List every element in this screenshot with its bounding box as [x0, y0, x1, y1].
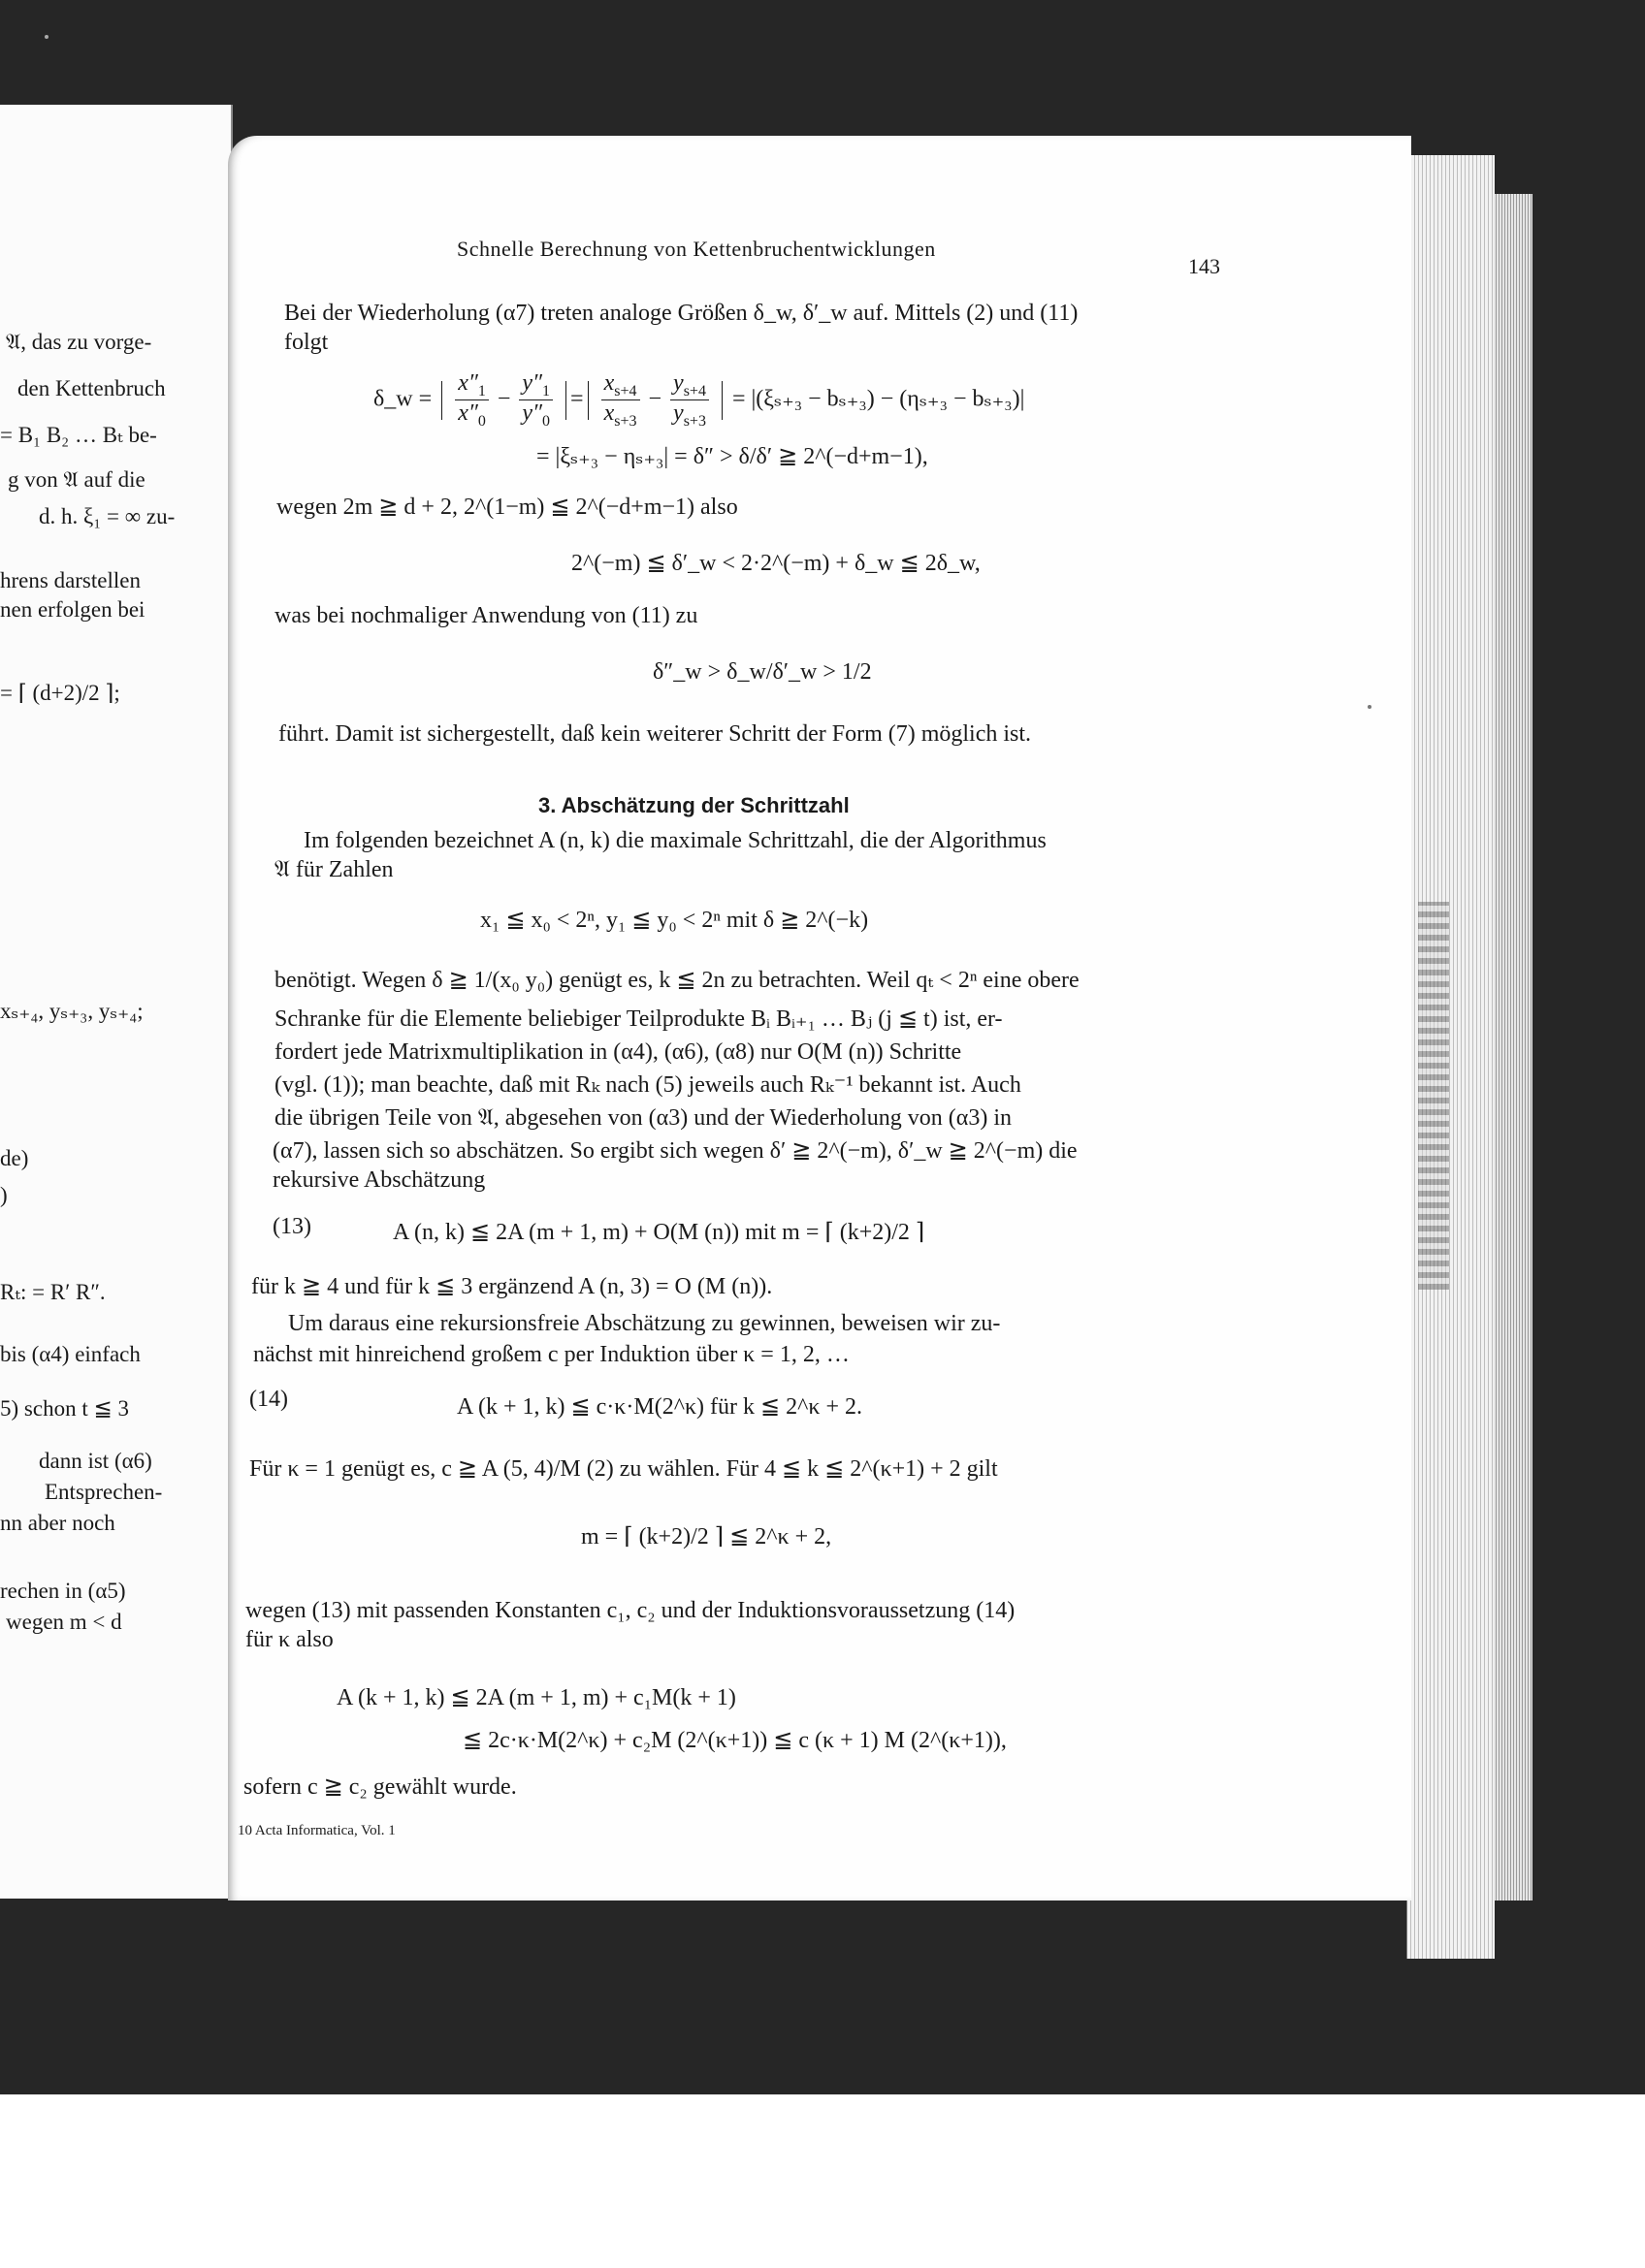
equation: A (k + 1, k) ≦ 2A (m + 1, m) + c₁M(k + 1): [337, 1685, 736, 1710]
body-text: (α7), lassen sich so abschätzen. So ergibt sich wegen δ′ ≧ 2^(−m), δ′_w ≧ 2^(−m) die: [273, 1138, 1078, 1164]
left-text-fragment: d. h. ξ₁ = ∞ zu-: [39, 504, 176, 528]
left-text-fragment: xₛ₊₄, yₛ₊₃, yₛ₊₄;: [0, 999, 144, 1023]
left-text-fragment: nn aber noch: [0, 1511, 115, 1535]
body-text: rekursive Abschätzung: [273, 1167, 486, 1193]
dust-speck: [1368, 705, 1371, 709]
left-text-fragment: Entsprechen-: [45, 1480, 163, 1504]
body-text: nächst mit hinreichend großem c per Induktion über κ = 1, 2, …: [253, 1342, 850, 1367]
equation: δ″_w > δ_w/δ′_w > 1/2: [653, 659, 872, 685]
body-text: Im folgenden bezeichnet A (n, k) die maximale Schrittzahl, die der Algorithmus: [304, 828, 1047, 853]
left-text-fragment: 𝔄, das zu vorge-: [6, 330, 152, 354]
left-text-fragment: hrens darstellen: [0, 568, 141, 592]
left-text-fragment: den Kettenbruch: [17, 376, 166, 400]
equation: x₁ ≦ x₀ < 2ⁿ, y₁ ≦ y₀ < 2ⁿ mit δ ≧ 2^(−k): [480, 908, 869, 933]
body-text: 𝔄 für Zahlen: [274, 857, 394, 882]
body-text: wegen (13) mit passenden Konstanten c₁, c₂ und der Induktionsvoraussetzung (14): [245, 1598, 1016, 1623]
body-text: Für κ = 1 genügt es, c ≧ A (5, 4)/M (2) zu wählen. Für 4 ≦ k ≦ 2^(κ+1) + 2 gilt: [249, 1456, 998, 1482]
body-text: fordert jede Matrixmultiplikation in (α4), (α6), (α8) nur O(M (n)) Schritte: [274, 1039, 962, 1065]
left-text-fragment: Rₜ: = R′ R″.: [0, 1280, 106, 1304]
dust-speck: [45, 35, 48, 39]
equation-rhs: = |(ξₛ₊₃ − bₛ₊₃) − (ηₛ₊₃ − bₛ₊₃)|: [731, 386, 1025, 412]
body-text: Bei der Wiederholung (α7) treten analoge Größen δ_w, δ′_w auf. Mittels (2) und (11): [284, 301, 1079, 326]
body-text: (vgl. (1)); man beachte, daß mit Rₖ nach (5) jeweils auch Rₖ⁻¹ bekannt ist. Auch: [274, 1072, 1021, 1098]
equation: δ_w = $\frac{x''_1}{x''_0}$ − $\frac{y''_1}{y''_0}$ = $\frac{x_{s+4}}{x_{s+3}}$ − $\frac{y_{s+4}}{y_{s+3}}$ = |(ξₛ₊₃ − bₛ₊₃) − (ηₛ₊₃ − bₛ₊₃)|: [373, 370, 1025, 431]
left-text-fragment: = ⌈ (d+2)/2 ⌉;: [0, 681, 120, 705]
left-text-fragment: = B₁ B₂ … Bₜ be-: [0, 423, 157, 447]
body-text: Um daraus eine rekursionsfreie Abschätzung zu gewinnen, beweisen wir zu-: [288, 1311, 1001, 1336]
left-text-fragment: nen erfolgen bei: [0, 597, 145, 622]
equation: m = ⌈ (k+2)/2 ⌉ ≦ 2^κ + 2,: [581, 1524, 832, 1549]
body-text: benötigt. Wegen δ ≧ 1/(x₀ y₀) genügt es, k ≦ 2n zu betrachten. Weil qₜ < 2ⁿ eine obere: [274, 968, 1080, 993]
body-text: Schranke für die Elemente beliebiger Teilprodukte Bᵢ Bᵢ₊₁ … Bⱼ (j ≦ t) ist, er-: [274, 1006, 1003, 1032]
book-cover-edge: [1494, 194, 1532, 1901]
equation-label: (13): [273, 1214, 311, 1239]
left-text-fragment: ): [0, 1183, 8, 1207]
body-text: wegen 2m ≧ d + 2, 2^(1−m) ≦ 2^(−d+m−1) also: [276, 495, 738, 520]
equation: = |ξₛ₊₃ − ηₛ₊₃| = δ″ > δ/δ′ ≧ 2^(−d+m−1),: [536, 444, 928, 469]
equation: 2^(−m) ≦ δ′_w < 2·2^(−m) + δ_w ≦ 2δ_w,: [571, 551, 981, 576]
left-text-fragment: rechen in (α5): [0, 1579, 126, 1603]
scan-margin: [0, 2094, 1645, 2268]
page-number: 143: [1188, 254, 1220, 278]
running-title: Schnelle Berechnung von Kettenbruchentwicklungen: [457, 237, 936, 261]
equation: A (n, k) ≦ 2A (m + 1, m) + O(M (n)) mit m = ⌈ (k+2)/2 ⌉: [393, 1220, 925, 1245]
equation: ≦ 2c·κ·M(2^κ) + c₂M (2^(κ+1)) ≦ c (κ + 1) M (2^(κ+1)),: [463, 1728, 1007, 1753]
main-page: [228, 136, 1411, 1901]
left-facing-page: [0, 105, 233, 1899]
body-text: was bei nochmaliger Anwendung von (11) zu: [274, 603, 698, 628]
equation-label: (14): [249, 1387, 288, 1412]
left-text-fragment: wegen m < d: [6, 1610, 122, 1634]
equation-lhs: δ_w =: [373, 386, 433, 412]
library-stamp: [1418, 902, 1449, 1290]
left-text-fragment: de): [0, 1146, 29, 1170]
body-text: für k ≧ 4 und für k ≦ 3 ergänzend A (n, 3) = O (M (n)).: [251, 1274, 773, 1299]
section-title: 3. Abschätzung der Schrittzahl: [538, 793, 850, 817]
body-text: folgt: [284, 330, 329, 355]
left-text-fragment: 5) schon t ≦ 3: [0, 1396, 129, 1421]
footer-note: 10 Acta Informatica, Vol. 1: [238, 1823, 396, 1838]
body-text: führt. Damit ist sichergestellt, daß kein weiterer Schritt der Form (7) möglich ist.: [278, 721, 1032, 747]
body-text: die übrigen Teile von 𝔄, abgesehen von (α3) und der Wiederholung von (α3) in: [274, 1105, 1013, 1131]
equation: A (k + 1, k) ≦ c·κ·M(2^κ) für k ≦ 2^κ + 2.: [457, 1394, 863, 1420]
body-text: sofern c ≧ c₂ gewählt wurde.: [243, 1774, 517, 1800]
left-text-fragment: g von 𝔄 auf die: [8, 467, 145, 492]
left-text-fragment: dann ist (α6): [39, 1449, 152, 1473]
left-text-fragment: bis (α4) einfach: [0, 1342, 141, 1366]
body-text: für κ also: [245, 1627, 334, 1652]
